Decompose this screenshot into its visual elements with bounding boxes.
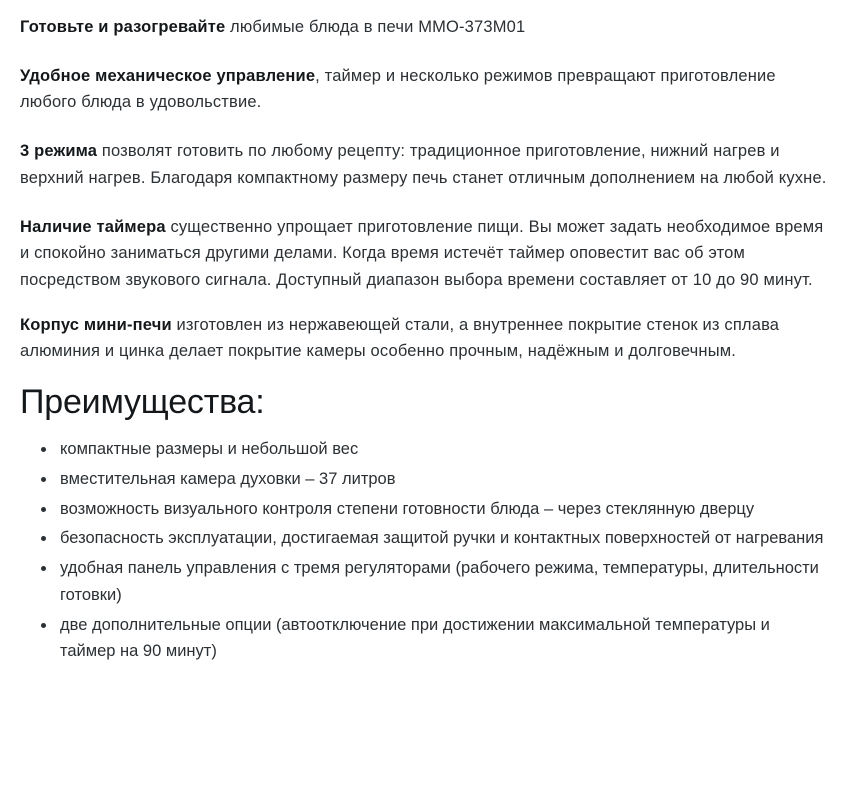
paragraph-controls <box>20 63 829 116</box>
list-item: безопасность эксплуатации, достигаемая защитой ручки и контактных поверхностей от нагревания <box>60 525 829 552</box>
paragraph-intro-lead: Готовьте и разогревайте <box>20 18 226 36</box>
paragraph-modes <box>20 138 829 191</box>
benefits-heading: Преимущества: <box>20 383 265 422</box>
benefits-list <box>20 436 829 665</box>
paragraph-body-lead: Корпус мини-печи <box>20 315 172 334</box>
list-item: удобная панель управления с тремя регуляторами (рабочего режима, температуры, длительности готовки) <box>60 555 829 608</box>
paragraph-modes-lead: 3 режима <box>20 142 98 161</box>
paragraph-intro <box>20 14 829 41</box>
list-item: две дополнительные опции (автоотключение при достижении максимальной температуры и таймер на 90 минут) <box>60 612 829 665</box>
paragraph-body <box>20 312 829 365</box>
paragraph-controls-lead: Удобное механическое управление <box>20 66 316 85</box>
paragraph-timer-lead: Наличие таймера <box>20 217 166 236</box>
paragraph-modes-text: позволят готовить по любому рецепту: традиционное приготовление, нижний нагрев и верхний нагрев. Благодаря компактному размеру печь станет отличным дополнением на любой кухне. <box>20 142 827 187</box>
paragraph-controls-text: , таймер и несколько режимов превращают приготовление любого блюда в удовольствие. <box>20 66 776 112</box>
paragraph-timer <box>20 214 829 294</box>
paragraph-body-text: изготовлен из нержавеющей стали, а внутреннее покрытие стенок из сплава алюминия и цинка делает покрытие камеры особенно прочным, надёжным и долговечным. <box>20 315 780 361</box>
list-item: вместительная камера духовки – 37 литров <box>60 466 829 493</box>
list-item: возможность визуального контроля степени готовности блюда – через стеклянную дверцу <box>60 496 829 523</box>
paragraph-intro-text: любимые блюда в печи MMO-373M01 <box>225 18 526 36</box>
list-item: компактные размеры и небольшой вес <box>60 436 829 463</box>
paragraph-timer-text: существенно упрощает приготовление пищи. Вы может задать необходимое время и спокойно заниматься другими делами. Когда время истечёт таймер оповестит вас об этом посредством звукового сигнала. Доступный диапазон выбора времени составляет от 10 до 90 минут. <box>20 217 824 290</box>
